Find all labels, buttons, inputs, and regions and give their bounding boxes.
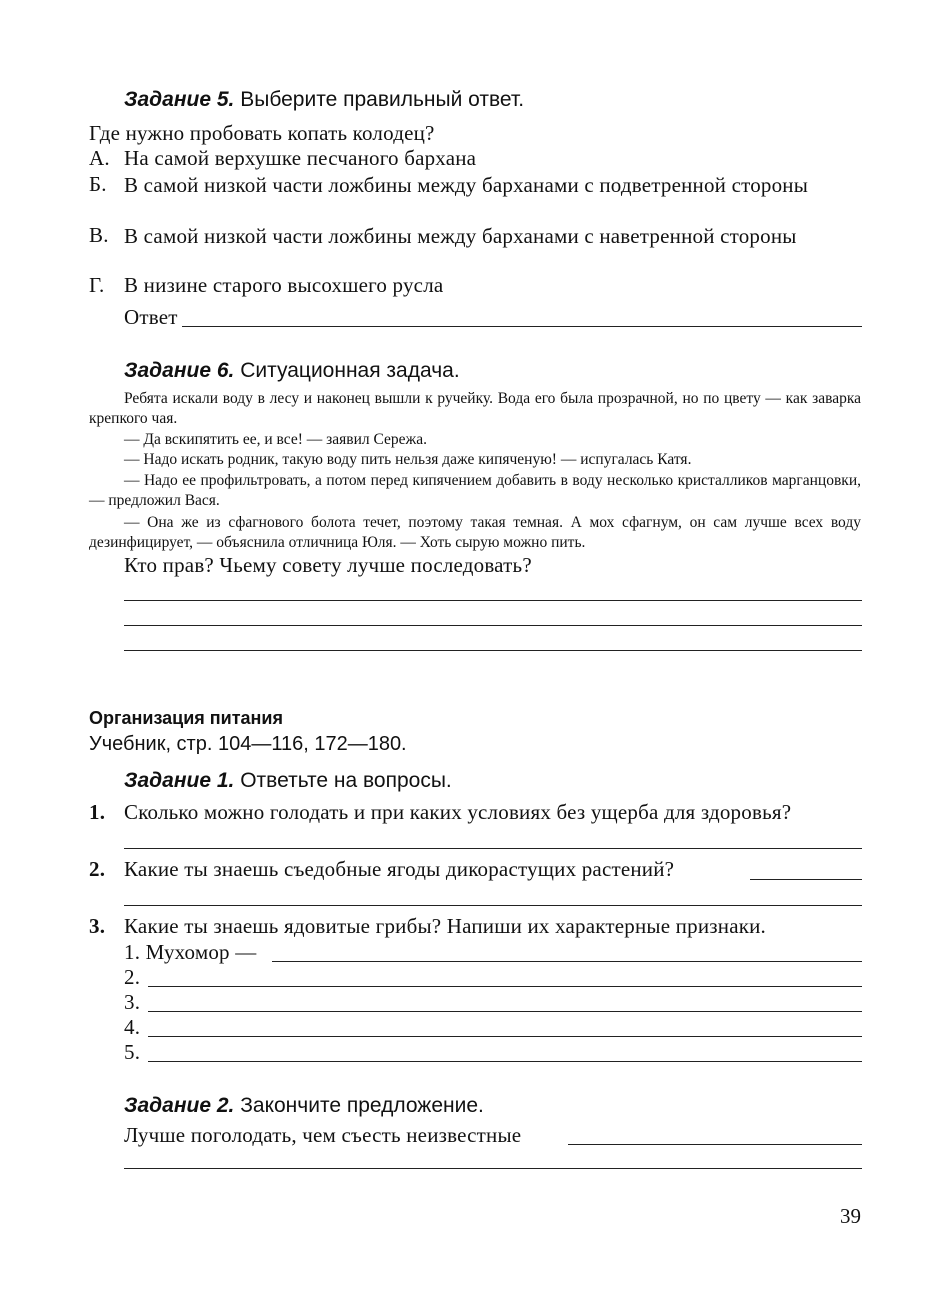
task5-option-a-letter: А. — [89, 146, 110, 170]
mushroom-item-3: 3. — [124, 990, 141, 1014]
task5-answer-line[interactable] — [182, 326, 862, 327]
mushroom-line-4[interactable] — [148, 1036, 862, 1037]
task6-question: Кто прав? Чьему совету лучше последовать? — [124, 553, 532, 577]
section-title: Организация питания — [89, 708, 284, 728]
mushroom-line-2[interactable] — [148, 986, 862, 987]
task5-option-d: В низине старого высохшего русла — [124, 273, 444, 297]
task2-answer-line[interactable] — [124, 1168, 862, 1169]
task5-heading — [124, 88, 524, 112]
task6-answer-line-1[interactable] — [124, 600, 862, 601]
task1-q1-number: 1. — [89, 800, 106, 824]
task2-sentence: Лучше поголодать, чем съесть неизвестные — [124, 1123, 522, 1147]
task6-paragraph-2: — Да вскипятить ее, и все! — заявил Сережа. — [124, 431, 427, 448]
task2-instruction: Закончите предложение. — [240, 1094, 484, 1117]
task1-q3-number: 3. — [89, 914, 106, 938]
task5-instruction: Выберите правильный ответ. — [240, 88, 525, 111]
mushroom-item-1: 1. Мухомор — — [124, 940, 257, 964]
task1-q2-answer-line-inline[interactable] — [750, 879, 862, 880]
task1-label: Задание 1. — [124, 769, 235, 792]
task5-label: Задание 5. — [124, 88, 235, 111]
task2-answer-line-inline[interactable] — [568, 1144, 862, 1145]
task6-instruction: Ситуационная задача. — [240, 359, 460, 382]
mushroom-line-5[interactable] — [148, 1061, 862, 1062]
task2-label: Задание 2. — [124, 1094, 235, 1117]
mushroom-item-2: 2. — [124, 965, 141, 989]
task1-instruction: Ответьте на вопросы. — [240, 769, 452, 792]
mushroom-line-3[interactable] — [148, 1011, 862, 1012]
task1-q3-text: Какие ты знаешь ядовитые грибы? Напиши их характерные признаки. — [124, 914, 767, 938]
mushroom-item-5: 5. — [124, 1040, 141, 1064]
task6-paragraph-4: — Надо ее профильтровать, а потом перед кипячением добавить в воду несколько кристалликов марганцовки, — предложил Вася. — [89, 472, 861, 509]
task5-option-c-letter: В. — [89, 223, 109, 247]
task2-heading — [124, 1094, 484, 1118]
task1-q2-answer-line[interactable] — [124, 905, 862, 906]
task6-answer-line-3[interactable] — [124, 650, 862, 651]
section-reference: Учебник, стр. 104—116, 172—180. — [89, 733, 407, 755]
mushroom-line-1[interactable] — [272, 961, 862, 962]
task5-option-a: На самой верхушке песчаного бархана — [124, 146, 477, 170]
task6-paragraph-5: — Она же из сфагнового болота течет, поэтому такая темная. А мох сфагнум, он сам лучше всех воду дезинфицирует, — объяснила отличница Юля. — Хоть сырую можно пить. — [89, 514, 861, 551]
task1-q1-answer-line[interactable] — [124, 848, 862, 849]
mushroom-item-4: 4. — [124, 1015, 141, 1039]
task5-option-b-letter: Б. — [89, 172, 107, 196]
task6-label: Задание 6. — [124, 359, 235, 382]
task5-option-d-letter: Г. — [89, 273, 105, 297]
task1-q1-text: Сколько можно голодать и при каких условиях без ущерба для здоровья? — [124, 800, 792, 824]
task6-paragraph-3: — Надо искать родник, такую воду пить нельзя даже кипяченую! — испугалась Катя. — [124, 451, 692, 468]
task6-heading — [124, 359, 460, 383]
task5-option-b: В самой низкой части ложбины между барханами с подветренной стороны — [124, 173, 809, 197]
task5-answer-label: Ответ — [124, 305, 178, 329]
page-number: 39 — [840, 1204, 861, 1228]
task5-question: Где нужно пробовать копать колодец? — [89, 121, 435, 145]
task6-paragraph-1: Ребята искали воду в лесу и наконец вышли к ручейку. Вода его была прозрачной, но по цвету — как заварка крепкого чая. — [89, 390, 861, 427]
task1-q2-text: Какие ты знаешь съедобные ягоды дикорастущих растений? — [124, 857, 675, 881]
task1-q2-number: 2. — [89, 857, 106, 881]
task6-answer-line-2[interactable] — [124, 625, 862, 626]
task1-heading — [124, 769, 452, 793]
task5-option-c: В самой низкой части ложбины между барханами с наветренной стороны — [124, 224, 797, 248]
